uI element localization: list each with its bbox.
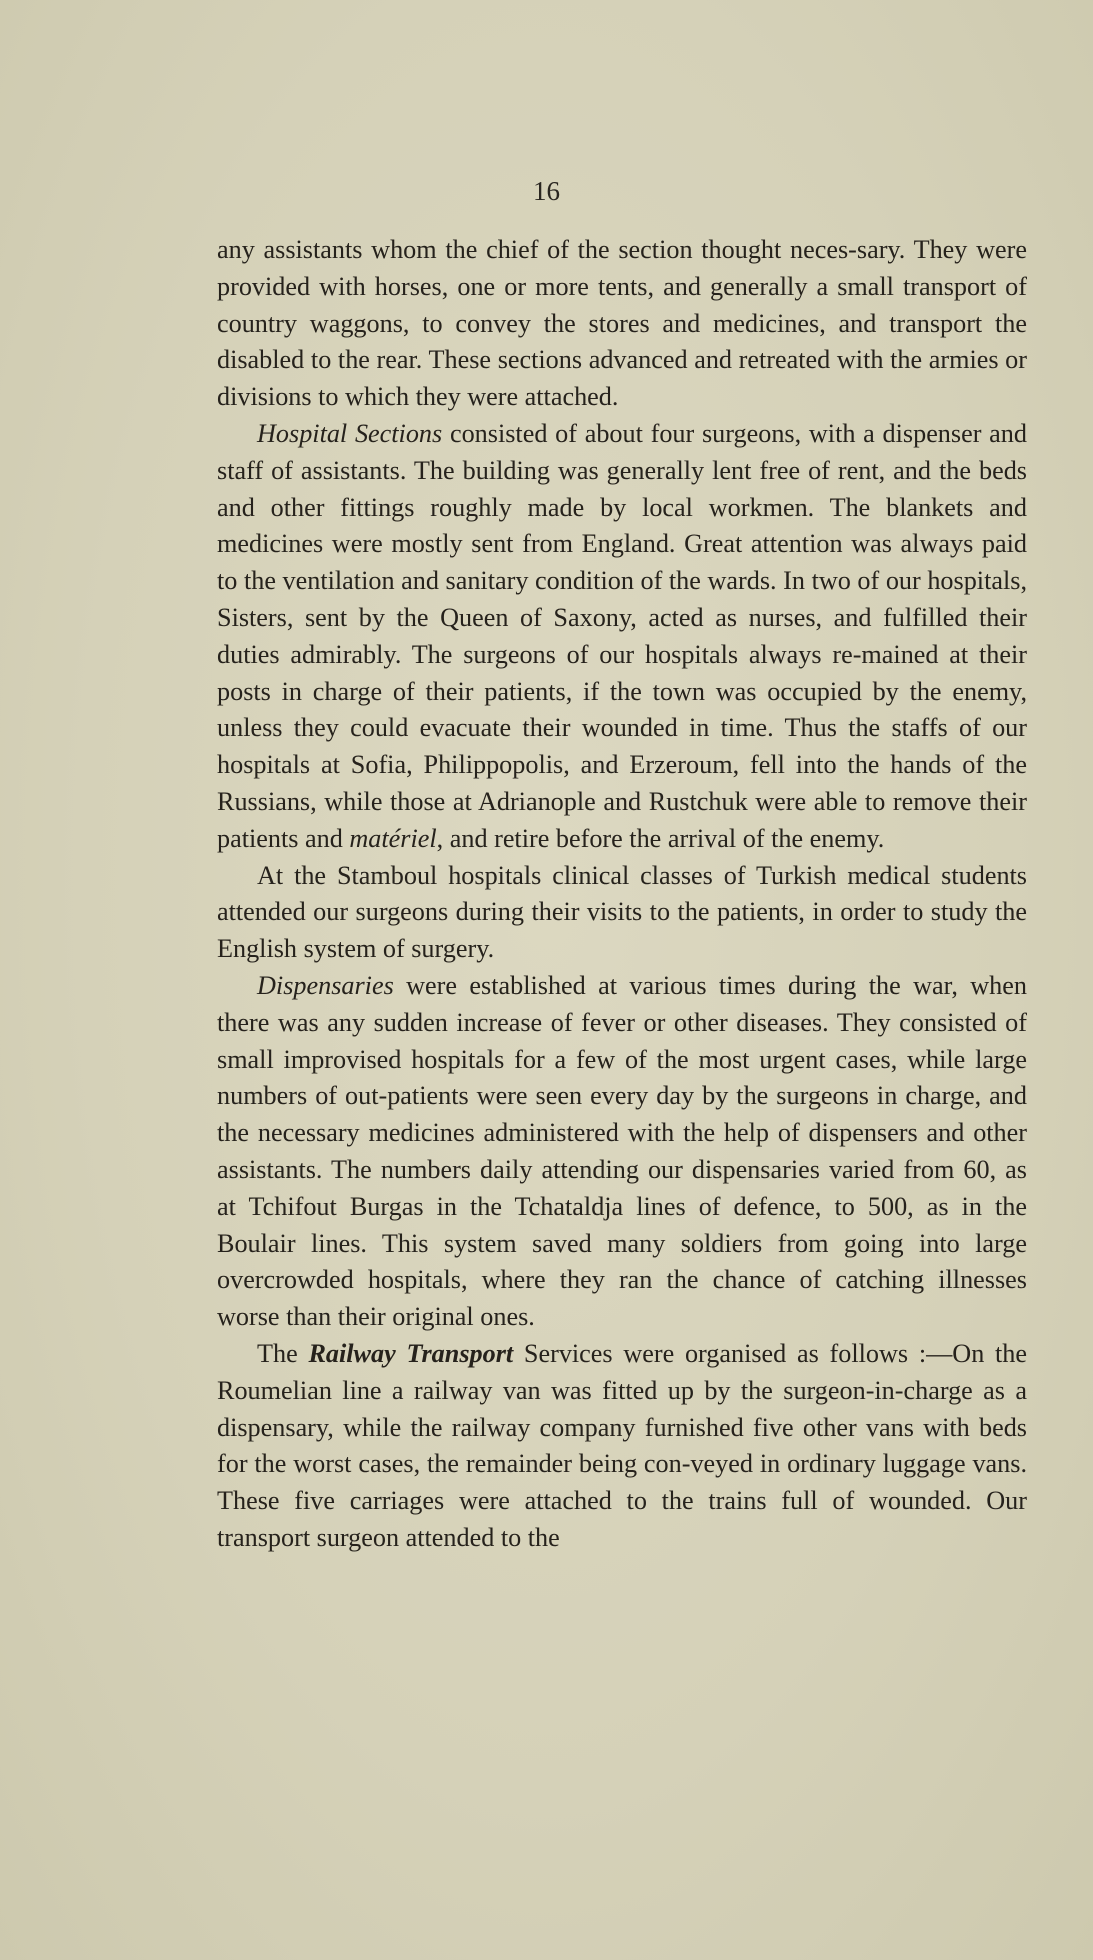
- text-run: Services were organised as follows :—On the Roumelian line a railway van was fitted up by the surgeon-in-charge as a dispensary, while the railway company furnished five other vans with beds for the worst cases, the remainder being con-veyed in ordinary luggage vans. These five carriages were attached to the trains full of wounded. Our transport surgeon attended to the: [217, 1338, 1027, 1552]
- emphasis-heading: Railway Transport: [308, 1338, 514, 1368]
- text-run: At the Stamboul hospitals clinical classes of Turkish medical students attended our surgeons during their visits to the patients, in order to study the English system of surgery.: [217, 860, 1027, 964]
- emphasis-term: matériel: [349, 823, 437, 853]
- paragraph-section-continuation: [217, 232, 1027, 416]
- paragraph-hospital-sections: [217, 416, 1027, 858]
- paragraph-railway-transport: [217, 1336, 1027, 1557]
- emphasis-heading: Dispensaries: [257, 970, 394, 1000]
- paragraph-dispensaries: [217, 968, 1027, 1336]
- text-run: any assistants whom the chief of the section thought neces-sary. They were provided with horses, one or more tents, and generally a small transport of country waggons, to convey the stores and medicines, and transport the disabled to the rear. These sections advanced and retreated with the armies or divisions to which they were attached.: [217, 235, 1027, 412]
- text-run: The: [257, 1338, 309, 1368]
- body-text: [217, 232, 1027, 1557]
- text-run: , and retire before the arrival of the enemy.: [436, 823, 885, 853]
- emphasis-heading: Hospital Sections: [257, 418, 443, 448]
- page-number: 16: [533, 176, 560, 206]
- paragraph-stamboul: [217, 858, 1027, 968]
- text-run: were established at various times during the war, when there was any sudden increase of fever or other diseases. They consisted of small improvised hospitals for a few of the most urgent cases, while large numbers of out-patients were seen every day by the surgeons in charge, and the necessary medicines administered with the help of dispensers and other assistants. The numbers daily attending our dispensaries varied from 60, as at Tchifout Burgas in the Tchataldja lines of defence, to 500, as in the Boulair lines. This system saved many soldiers from going into large overcrowded hospitals, where they ran the chance of catching illnesses worse than their original ones.: [217, 970, 1027, 1332]
- text-run: consisted of about four surgeons, with a dispenser and staff of assistants. The building was generally lent free of rent, and the beds and other fittings roughly made by local workmen. The blankets and medicines were mostly sent from England. Great attention was always paid to the ventilation and sanitary condition of the wards. In two of our hospitals, Sisters, sent by the Queen of Saxony, acted as nurses, and fulfilled their duties admirably. The surgeons of our hospitals always re-mained at their posts in charge of their patients, if the town was occupied by the enemy, unless they could evacuate their wounded in time. Thus the staffs of our hospitals at Sofia, Philippopolis, and Erzeroum, fell into the hands of the Russians, while those at Adrianople and Rustchuk were able to remove their patients and: [217, 418, 1027, 853]
